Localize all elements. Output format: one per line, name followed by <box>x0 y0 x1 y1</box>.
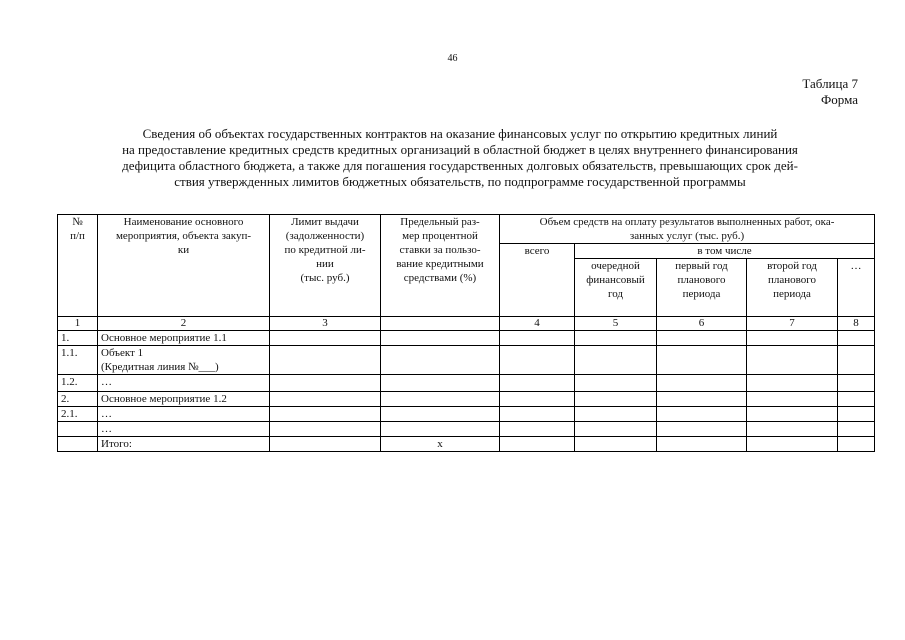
cell <box>657 422 747 437</box>
header-total: всего <box>500 244 575 317</box>
column-number-row <box>58 317 875 331</box>
header-text: Лимит выдачи <box>291 216 359 228</box>
row-name: Основное мероприятие 1.2 <box>98 392 270 407</box>
cell <box>270 407 381 422</box>
cell <box>270 437 381 452</box>
header-first-plan-year <box>657 259 747 317</box>
row-num: 1.1. <box>58 346 98 375</box>
header-num <box>58 215 98 317</box>
cell <box>747 375 838 392</box>
row-name: Основное мероприятие 1.1 <box>98 331 270 346</box>
header-text: вание кредитными <box>396 258 484 270</box>
cell <box>270 392 381 407</box>
header-text: Предельный раз- <box>400 216 480 228</box>
row-name: Итого: <box>98 437 270 452</box>
row-num: 2. <box>58 392 98 407</box>
row-name: … <box>98 375 270 392</box>
cell <box>838 346 875 375</box>
cell <box>575 407 657 422</box>
table-row <box>58 331 875 346</box>
row-num: 1. <box>58 331 98 346</box>
cell <box>500 392 575 407</box>
title-line: Сведения об объектах государственных контрактов на оказание финансовых услуг по открытию кредитных линий <box>142 126 778 141</box>
document-title <box>60 126 860 190</box>
header-text: нии <box>316 258 334 270</box>
cell <box>500 407 575 422</box>
header-text: № <box>72 216 83 228</box>
cell <box>747 392 838 407</box>
cell <box>838 392 875 407</box>
cell <box>838 437 875 452</box>
cell <box>838 375 875 392</box>
cell <box>838 407 875 422</box>
header-text: очередной <box>591 260 640 272</box>
header-second-plan-year <box>747 259 838 317</box>
column-number: 7 <box>747 317 838 331</box>
column-number: 6 <box>657 317 747 331</box>
row-name-line: (Кредитная линия №___) <box>101 361 219 373</box>
cell <box>500 346 575 375</box>
table-caption <box>802 76 858 108</box>
cell <box>657 407 747 422</box>
page-number: 46 <box>447 53 458 64</box>
header-text: финансовый <box>586 274 645 286</box>
cell <box>381 346 500 375</box>
row-num <box>58 422 98 437</box>
cell <box>270 375 381 392</box>
cell <box>575 437 657 452</box>
header-text: (тыс. руб.) <box>300 272 350 284</box>
cell <box>270 346 381 375</box>
header-text: мероприятия, объекта закуп- <box>115 230 252 242</box>
table-row <box>58 407 875 422</box>
cell <box>657 331 747 346</box>
cell <box>838 422 875 437</box>
header-text: ставки за пользо- <box>399 244 481 256</box>
header-name <box>98 215 270 317</box>
header-including: в том числе <box>575 244 875 259</box>
title-line: дефицита областного бюджета, а также для погашения государственных долговых обязательств, превышающих срок дей- <box>122 158 798 173</box>
column-number: 4 <box>500 317 575 331</box>
column-number: 3 <box>270 317 381 331</box>
cell <box>747 422 838 437</box>
column-number: 8 <box>838 317 875 331</box>
header-text: занных услуг (тыс. руб.) <box>629 230 745 242</box>
table-row <box>58 422 875 437</box>
header-text: Объем средств на оплату результатов выполненных работ, ока- <box>539 216 835 228</box>
header-volume <box>500 215 875 244</box>
cell <box>747 437 838 452</box>
column-number: 2 <box>98 317 270 331</box>
header-text: год <box>607 288 624 300</box>
header-text: второй год <box>767 260 817 272</box>
header-text: средствами (%) <box>403 272 477 284</box>
total-row <box>58 437 875 452</box>
row-name: … <box>98 407 270 422</box>
table-row <box>58 375 875 392</box>
cell <box>657 375 747 392</box>
cell <box>575 375 657 392</box>
row-num <box>58 437 98 452</box>
row-name <box>98 346 270 375</box>
header-rate <box>381 215 500 317</box>
cell <box>657 392 747 407</box>
cell <box>575 422 657 437</box>
title-line: ствия утвержденных лимитов бюджетных обязательств, по подпрограмме государственной программы <box>174 174 746 189</box>
cell <box>657 437 747 452</box>
header-text: Наименование основного <box>123 216 244 228</box>
header-text: планового <box>767 274 816 286</box>
cell <box>381 422 500 437</box>
header-text: п/п <box>70 230 85 242</box>
cell <box>747 331 838 346</box>
header-text: ки <box>177 244 190 256</box>
cell <box>500 375 575 392</box>
table-label: Таблица 7 <box>802 76 858 91</box>
row-num: 2.1. <box>58 407 98 422</box>
header-text: по кредитной ли- <box>284 244 366 256</box>
cell <box>381 375 500 392</box>
column-number: 1 <box>58 317 98 331</box>
cell <box>575 392 657 407</box>
cell: х <box>381 437 500 452</box>
header-more: … <box>838 259 875 317</box>
row-num: 1.2. <box>58 375 98 392</box>
header-text: периода <box>682 288 721 300</box>
cell <box>657 346 747 375</box>
cell <box>838 331 875 346</box>
cell <box>500 331 575 346</box>
header-limit <box>270 215 381 317</box>
contracts-table <box>57 214 875 452</box>
cell <box>575 331 657 346</box>
row-name: … <box>98 422 270 437</box>
header-text: первый год <box>675 260 728 272</box>
table-row <box>58 346 875 375</box>
table-row <box>58 392 875 407</box>
cell <box>500 422 575 437</box>
row-name-line: Объект 1 <box>101 347 144 359</box>
header-text: мер процентной <box>402 230 478 242</box>
column-number <box>381 317 500 331</box>
column-number: 5 <box>575 317 657 331</box>
cell <box>381 392 500 407</box>
cell <box>747 346 838 375</box>
cell <box>270 331 381 346</box>
cell <box>381 331 500 346</box>
header-text: планового <box>677 274 726 286</box>
header-next-year <box>575 259 657 317</box>
cell <box>270 422 381 437</box>
cell <box>575 346 657 375</box>
header-text: периода <box>773 288 811 300</box>
header-text: (задолженности) <box>285 230 365 242</box>
cell <box>747 407 838 422</box>
form-label: Форма <box>821 92 858 107</box>
title-line: на предоставление кредитных средств кредитных организаций в областной бюджет в целях внутреннего финансирования <box>122 142 798 157</box>
cell <box>381 407 500 422</box>
cell <box>500 437 575 452</box>
